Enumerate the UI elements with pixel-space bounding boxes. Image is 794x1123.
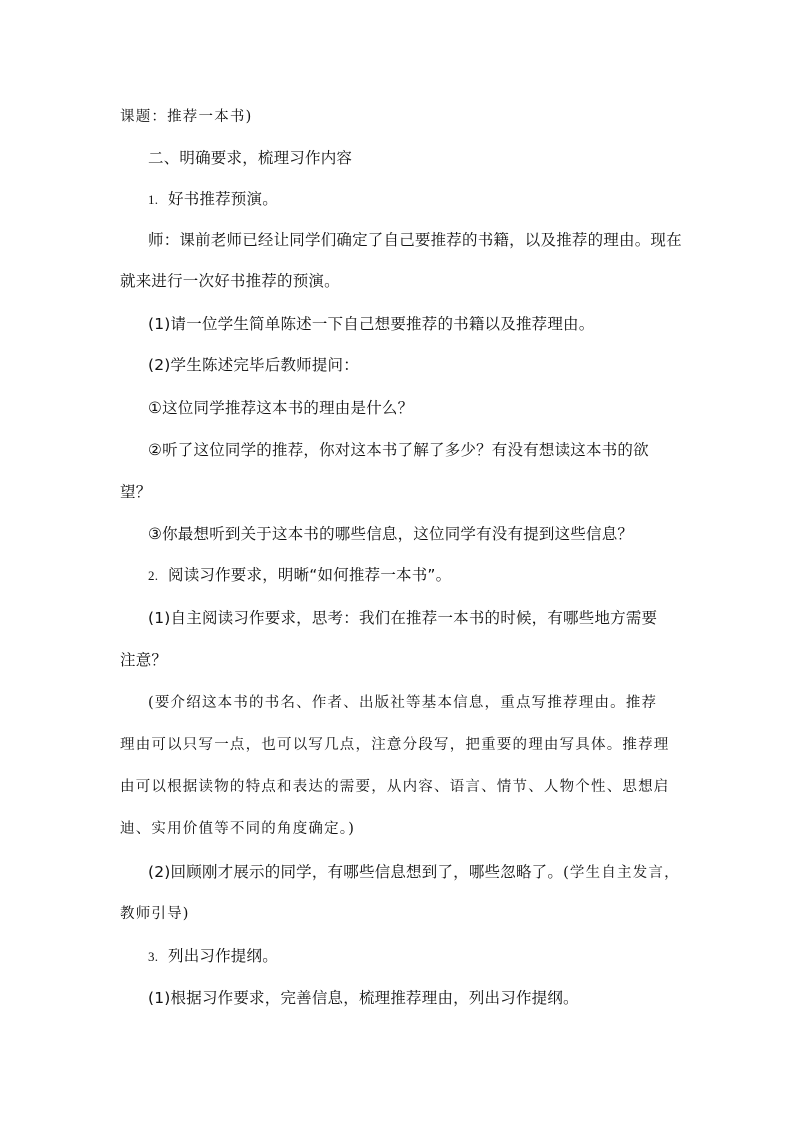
- section-heading: 二、明确要求，梳理习作内容: [148, 149, 353, 167]
- outline-step-1: (1)根据习作要求，完善信息，梳理推荐理由，列出习作提纲。: [148, 989, 579, 1007]
- note-line-3: 由可以根据读物的特点和表达的需要，从内容、语言、情节、人物个性、思想启: [120, 779, 670, 795]
- item2-line: [148, 565, 708, 586]
- note-line-1: (要介绍这本书的书名、作者、出版社等基本信息，重点写推荐理由。推荐: [148, 695, 658, 711]
- review-line-1: [148, 862, 708, 883]
- item3-line: [148, 946, 708, 967]
- read-line-1: (1)自主阅读习作要求，思考：我们在推荐一本书的时候，有哪些地方需要: [148, 609, 658, 627]
- note-line-2: 理由可以只写一点，也可以写几点，注意分段写，把重要的理由写具体。推荐理: [120, 737, 670, 753]
- item1-number: 1.: [148, 192, 159, 207]
- item3-title: 列出习作提纲。: [168, 947, 278, 965]
- item1-line: [148, 189, 708, 210]
- step2-line: (2)学生陈述完毕后教师提问：: [148, 356, 359, 374]
- review-line-1-main: (2)回顾刚才展示的同学，有哪些信息想到了，哪些忽略了。: [148, 863, 564, 881]
- question-1: ①这位同学推荐这本书的理由是什么？: [148, 399, 414, 417]
- review-line-2: 教师引导): [120, 906, 190, 922]
- teacher-line-2: 就来进行一次好书推荐的预演。: [120, 272, 340, 290]
- item2-number: 2.: [148, 568, 159, 583]
- read-line-2: 注意？: [120, 651, 168, 669]
- review-line-1-tail: (学生自主发言，: [563, 865, 680, 881]
- step1-line: (1)请一位学生简单陈述一下自己想要推荐的书籍以及推荐理由。: [148, 315, 595, 333]
- item2-title: 阅读习作要求，明晰“如何推荐一本书”。: [168, 566, 452, 584]
- note-line-4: 迪、实用价值等不同的角度确定。): [120, 821, 356, 837]
- topic-line: 课题：推荐一本书): [120, 109, 253, 125]
- item1-title: 好书推荐预演。: [168, 190, 278, 208]
- question-2-line-1: ②听了这位同学的推荐，你对这本书了解了多少？有没有想读这本书的欲: [148, 441, 649, 459]
- item3-number: 3.: [148, 949, 159, 964]
- question-3: ③你最想听到关于这本书的哪些信息，这位同学有没有提到这些信息？: [148, 525, 634, 543]
- question-2-line-2: 望？: [120, 483, 152, 501]
- teacher-line-1: 师：课前老师已经让同学们确定了自己要推荐的书籍，以及推荐的理由。现在: [148, 231, 682, 249]
